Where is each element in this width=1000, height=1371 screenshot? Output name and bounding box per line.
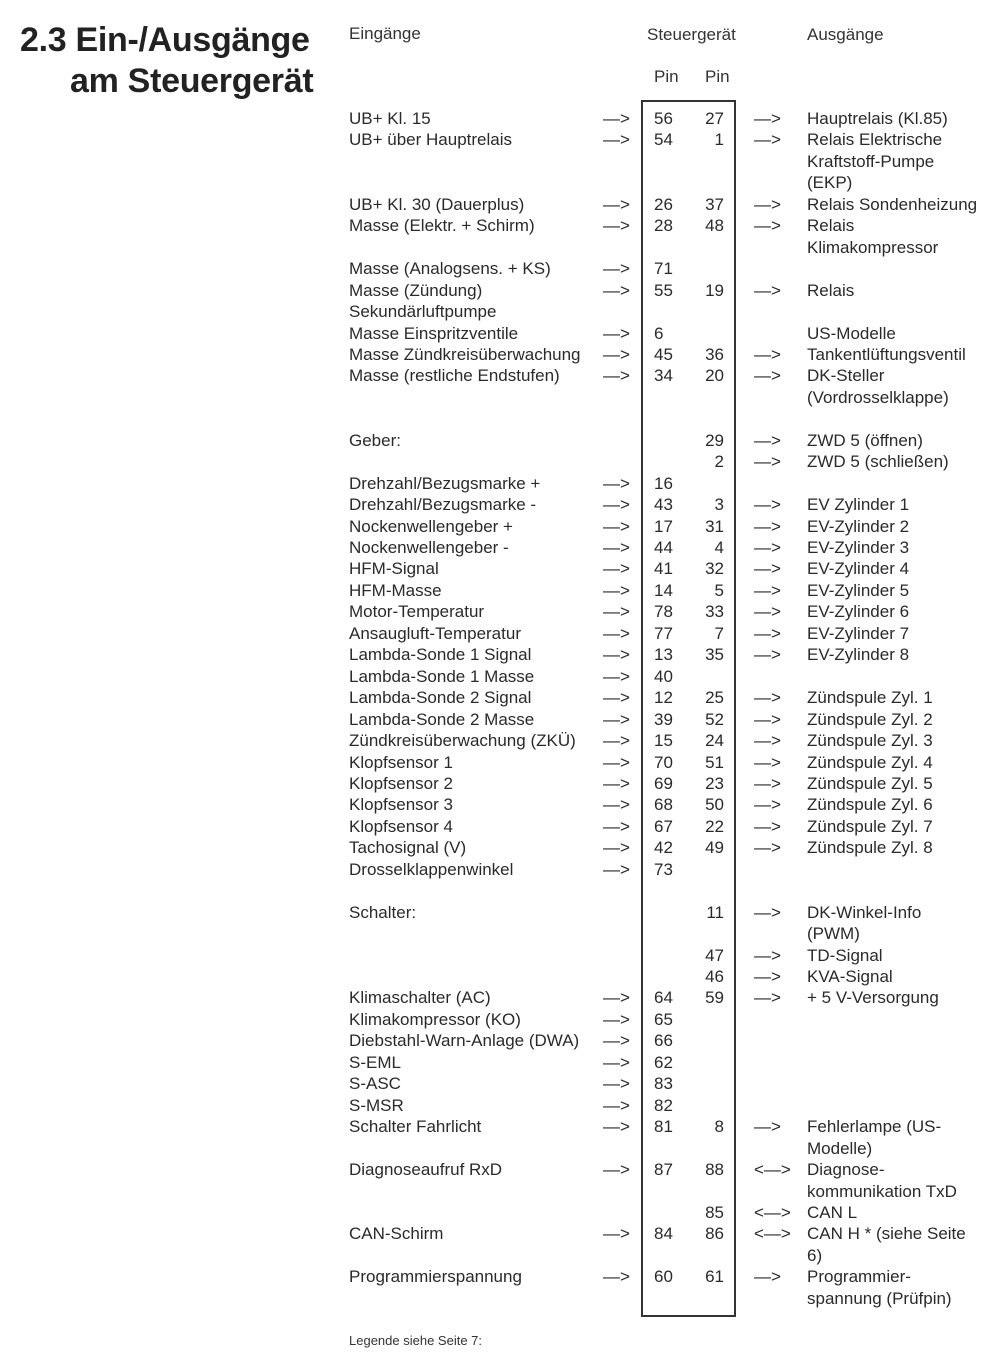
input-arrow: —> — [603, 602, 630, 622]
input-arrow: —> — [603, 538, 630, 557]
header-pin-out: Pin — [705, 67, 730, 86]
pin-in: 78 — [654, 602, 673, 622]
table-row — [0, 516, 1000, 538]
pin-in: 84 — [654, 1224, 673, 1244]
input-arrow: —> — [603, 1095, 630, 1115]
table-row — [0, 1095, 1000, 1117]
table-row — [0, 108, 1000, 130]
input-arrow: —> — [603, 1052, 630, 1072]
pin-out: 85 — [705, 1202, 724, 1222]
output-arrow: <—> — [754, 1202, 791, 1222]
table-row — [0, 837, 1000, 859]
output-label: spannung (Prüfpin) — [807, 1288, 952, 1308]
table-row — [0, 752, 1000, 774]
pin-out: 61 — [705, 1267, 724, 1287]
pin-in: 82 — [654, 1095, 673, 1115]
input-label: Lambda-Sonde 2 Masse — [349, 709, 535, 729]
input-arrow: —> — [603, 816, 630, 836]
pin-in: 71 — [654, 259, 673, 279]
output-label: ZWD 5 (öffnen) — [807, 430, 923, 450]
output-arrow: —> — [754, 902, 781, 922]
output-label: Zündspule Zyl. 3 — [807, 731, 933, 751]
pin-in: 60 — [654, 1267, 673, 1287]
input-label: S-MSR — [349, 1095, 404, 1115]
input-label: HFM-Signal — [349, 559, 439, 579]
input-arrow: —> — [603, 280, 630, 300]
pin-in: 14 — [654, 580, 673, 600]
input-label: Masse (Analogsens. + KS) — [349, 259, 551, 279]
input-arrow: —> — [603, 1160, 630, 1180]
section-title-line1: 2.3 Ein-/Ausgänge — [20, 21, 310, 59]
pin-out: 49 — [705, 838, 724, 858]
pin-out: 22 — [705, 816, 724, 836]
pin-out: 3 — [714, 495, 724, 515]
input-label: S-ASC — [349, 1074, 401, 1094]
input-arrow: —> — [603, 1267, 630, 1287]
pin-in: 83 — [654, 1074, 673, 1094]
pin-in: 26 — [654, 194, 673, 214]
pin-in: 40 — [654, 666, 673, 686]
table-row — [0, 1052, 1000, 1074]
input-label: Masse (Zündung) — [349, 280, 483, 300]
output-label: EV-Zylinder 2 — [807, 516, 910, 536]
pin-out: 5 — [714, 580, 724, 600]
output-label: DK-Winkel-Info — [807, 902, 922, 922]
table-row — [0, 387, 1000, 409]
output-label: Relais — [807, 216, 855, 236]
table-row — [0, 558, 1000, 580]
table-row — [0, 644, 1000, 666]
pin-out: 37 — [705, 194, 724, 214]
table-row — [0, 601, 1000, 623]
input-label: Masse Einspritzventile — [349, 323, 519, 343]
table-row — [0, 709, 1000, 731]
output-label: Zündspule Zyl. 2 — [807, 709, 933, 729]
output-label: EV-Zylinder 7 — [807, 623, 910, 643]
pin-out: 48 — [705, 216, 724, 236]
table-row — [0, 323, 1000, 345]
input-arrow: —> — [603, 838, 630, 858]
section-title-line2: am Steuergerät — [70, 62, 314, 100]
input-label: Programmierspannung — [349, 1267, 522, 1287]
table-row — [0, 237, 1000, 259]
output-label: (EKP) — [807, 173, 853, 193]
table-row — [0, 987, 1000, 1009]
input-arrow: —> — [603, 109, 630, 128]
output-arrow: —> — [754, 430, 781, 450]
input-arrow: —> — [603, 645, 630, 665]
output-label: CAN L — [807, 1202, 858, 1222]
input-arrow: —> — [603, 259, 630, 279]
table-row — [0, 301, 1000, 323]
input-arrow: —> — [603, 1074, 630, 1094]
table-row — [0, 859, 1000, 881]
output-label: EV-Zylinder 8 — [807, 645, 910, 665]
output-label: Relais — [807, 280, 855, 300]
output-label: Tankentlüftungsventil — [807, 344, 966, 364]
input-label: UB+ Kl. 30 (Dauerplus) — [349, 194, 525, 214]
header-outputs: Ausgänge — [807, 25, 884, 44]
pin-in: 28 — [654, 216, 673, 236]
table-row — [0, 280, 1000, 302]
table-row — [0, 1030, 1000, 1052]
table-row — [0, 945, 1000, 967]
pin-in: 81 — [654, 1117, 673, 1137]
output-label: Zündspule Zyl. 8 — [807, 838, 933, 858]
input-arrow: —> — [603, 366, 630, 386]
input-label: Sekundärluftpumpe — [349, 302, 497, 322]
pin-in: 43 — [654, 495, 673, 515]
table-row — [0, 451, 1000, 473]
output-arrow: —> — [754, 623, 781, 643]
output-label: EV Zylinder 1 — [807, 495, 910, 515]
output-label: Klimakompressor — [807, 237, 939, 257]
output-label: KVA-Signal — [807, 967, 893, 986]
table-row — [0, 1138, 1000, 1160]
table-row — [0, 687, 1000, 709]
pin-out: 88 — [705, 1160, 724, 1180]
output-label: EV-Zylinder 5 — [807, 580, 910, 600]
table-row — [0, 923, 1000, 945]
input-label: Masse (restliche Endstufen) — [349, 366, 560, 386]
output-arrow: —> — [754, 538, 781, 557]
input-label: Diebstahl-Warn-Anlage (DWA) — [349, 1031, 580, 1051]
input-label: Lambda-Sonde 1 Signal — [349, 645, 532, 665]
pin-out: 25 — [705, 688, 724, 708]
table-row — [0, 902, 1000, 924]
output-arrow: —> — [754, 130, 781, 150]
input-arrow: —> — [603, 666, 630, 686]
pin-in: 77 — [654, 623, 673, 643]
output-label: Zündspule Zyl. 5 — [807, 773, 933, 793]
input-label: Klopfsensor 2 — [349, 773, 453, 793]
pin-in: 56 — [654, 109, 673, 128]
output-label: EV-Zylinder 3 — [807, 538, 910, 557]
table-row — [0, 365, 1000, 387]
input-arrow: —> — [603, 580, 630, 600]
pin-in: 41 — [654, 559, 673, 579]
output-label: US-Modelle — [807, 323, 896, 343]
input-label: Schalter: — [349, 902, 417, 922]
input-arrow: —> — [603, 216, 630, 236]
output-arrow: <—> — [754, 1224, 791, 1244]
pin-out: 31 — [705, 516, 724, 536]
table-row — [0, 1073, 1000, 1095]
output-arrow: —> — [754, 109, 781, 128]
pin-out: 2 — [714, 452, 724, 472]
output-arrow: —> — [754, 645, 781, 665]
table-row — [0, 816, 1000, 838]
output-label: EV-Zylinder 4 — [807, 559, 910, 579]
input-arrow: —> — [603, 1009, 630, 1029]
output-label: Modelle) — [807, 1138, 873, 1158]
table-row — [0, 580, 1000, 602]
input-arrow: —> — [603, 559, 630, 579]
table-row — [0, 473, 1000, 495]
output-label: Hauptrelais (Kl.85) — [807, 109, 948, 128]
output-arrow: —> — [754, 988, 781, 1008]
pin-in: 16 — [654, 473, 673, 493]
pin-in: 39 — [654, 709, 673, 729]
output-arrow: —> — [754, 344, 781, 364]
output-arrow: —> — [754, 838, 781, 858]
output-arrow: —> — [754, 216, 781, 236]
table-row — [0, 1181, 1000, 1203]
pin-out: 27 — [705, 109, 724, 128]
pin-in: 67 — [654, 816, 673, 836]
input-label: Ansaugluft-Temperatur — [349, 623, 521, 643]
input-label: CAN-Schirm — [349, 1224, 444, 1244]
output-label: Diagnose- — [807, 1160, 885, 1180]
input-arrow: —> — [603, 623, 630, 643]
output-arrow: —> — [754, 559, 781, 579]
input-arrow: —> — [603, 988, 630, 1008]
input-label: S-EML — [349, 1052, 401, 1072]
pin-in: 66 — [654, 1031, 673, 1051]
pin-in: 87 — [654, 1160, 673, 1180]
output-label: (Vordrosselklappe) — [807, 387, 949, 407]
input-label: HFM-Masse — [349, 580, 442, 600]
pin-in: 70 — [654, 752, 673, 772]
output-arrow: —> — [754, 602, 781, 622]
pin-in: 65 — [654, 1009, 673, 1029]
output-arrow: —> — [754, 1117, 781, 1137]
pin-out: 46 — [705, 967, 724, 986]
pin-in: 55 — [654, 280, 673, 300]
pin-out: 23 — [705, 773, 724, 793]
table-row — [0, 730, 1000, 752]
output-label: 6) — [807, 1245, 823, 1265]
table-row — [0, 172, 1000, 194]
pin-out: 7 — [714, 623, 724, 643]
input-label: Klopfsensor 4 — [349, 816, 453, 836]
input-label: Schalter Fahrlicht — [349, 1117, 482, 1137]
input-arrow: —> — [603, 731, 630, 751]
pin-out: 19 — [705, 280, 724, 300]
output-label: Zündspule Zyl. 4 — [807, 752, 933, 772]
table-row — [0, 537, 1000, 559]
output-arrow: —> — [754, 452, 781, 472]
input-label: Tachosignal (V) — [349, 838, 467, 858]
input-arrow: —> — [603, 859, 630, 879]
output-label: (PWM) — [807, 924, 860, 944]
output-arrow: —> — [754, 495, 781, 515]
input-arrow: —> — [603, 688, 630, 708]
pin-out: 50 — [705, 795, 724, 815]
output-label: Zündspule Zyl. 1 — [807, 688, 933, 708]
output-label: ZWD 5 (schließen) — [807, 452, 949, 472]
pin-in: 68 — [654, 795, 673, 815]
table-row — [0, 966, 1000, 988]
header-ecu: Steuergerät — [647, 25, 736, 44]
input-arrow: —> — [603, 344, 630, 364]
output-arrow: —> — [754, 280, 781, 300]
output-arrow: —> — [754, 795, 781, 815]
pin-out: 24 — [705, 731, 724, 751]
pin-in: 6 — [654, 323, 664, 343]
output-arrow: —> — [754, 945, 781, 965]
output-label: Zündspule Zyl. 6 — [807, 795, 933, 815]
input-arrow: —> — [603, 1117, 630, 1137]
input-label: Klimakompressor (KO) — [349, 1009, 521, 1029]
input-label: Masse (Elektr. + Schirm) — [349, 216, 535, 236]
output-label: Programmier- — [807, 1267, 911, 1287]
pin-in: 64 — [654, 988, 673, 1008]
pin-out: 11 — [706, 902, 724, 922]
output-arrow: —> — [754, 1267, 781, 1287]
table-row — [0, 258, 1000, 280]
pin-out: 32 — [705, 559, 724, 579]
output-arrow: —> — [754, 580, 781, 600]
input-arrow: —> — [603, 323, 630, 343]
output-label: Kraftstoff-Pumpe — [807, 151, 935, 171]
output-arrow: —> — [754, 688, 781, 708]
pin-in: 12 — [654, 688, 673, 708]
input-label: Zündkreisüberwachung (ZKÜ) — [349, 731, 576, 751]
output-arrow: —> — [754, 967, 781, 986]
pin-out: 51 — [705, 752, 724, 772]
table-row — [0, 623, 1000, 645]
output-label: TD-Signal — [807, 945, 883, 965]
input-label: Klimaschalter (AC) — [349, 988, 491, 1008]
input-label: Klopfsensor 1 — [349, 752, 453, 772]
input-arrow: —> — [603, 1224, 630, 1244]
output-label: Zündspule Zyl. 7 — [807, 816, 933, 836]
pin-in: 15 — [654, 731, 673, 751]
pin-out: 20 — [705, 366, 724, 386]
pin-in: 69 — [654, 773, 673, 793]
table-row — [0, 1288, 1000, 1310]
output-arrow: —> — [754, 516, 781, 536]
output-label: EV-Zylinder 6 — [807, 602, 910, 622]
table-row — [0, 1009, 1000, 1031]
pin-out: 59 — [705, 988, 724, 1008]
table-row — [0, 666, 1000, 688]
pin-out: 86 — [705, 1224, 724, 1244]
pin-in: 73 — [654, 859, 673, 879]
table-row — [0, 794, 1000, 816]
pin-out: 35 — [705, 645, 724, 665]
pin-in: 44 — [654, 538, 673, 557]
table-row — [0, 430, 1000, 452]
table-row — [0, 194, 1000, 216]
input-arrow: —> — [603, 495, 630, 515]
table-row — [0, 1159, 1000, 1181]
output-arrow: —> — [754, 731, 781, 751]
output-arrow: —> — [754, 366, 781, 386]
input-label: UB+ über Hauptrelais — [349, 130, 513, 150]
output-label: Fehlerlampe (US- — [807, 1117, 942, 1137]
table-row — [0, 1266, 1000, 1288]
output-arrow: —> — [754, 816, 781, 836]
output-label: CAN H * (siehe Seite — [807, 1224, 966, 1244]
input-label: Motor-Temperatur — [349, 602, 485, 622]
input-label: Geber: — [349, 430, 401, 450]
input-arrow: —> — [603, 473, 630, 493]
pin-in: 42 — [654, 838, 673, 858]
input-label: Drosselklappenwinkel — [349, 859, 514, 879]
input-arrow: —> — [603, 130, 630, 150]
output-arrow: —> — [754, 752, 781, 772]
output-label: + 5 V-Versorgung — [807, 988, 939, 1008]
table-row — [0, 494, 1000, 516]
output-label: Relais Sondenheizung — [807, 194, 978, 214]
pin-out: 33 — [705, 602, 724, 622]
table-row — [0, 1223, 1000, 1245]
input-arrow: —> — [603, 709, 630, 729]
pin-in: 13 — [654, 645, 673, 665]
legend-note: Legende siehe Seite 7: — [349, 1333, 482, 1348]
pin-in: 17 — [654, 516, 673, 536]
input-arrow: —> — [603, 1031, 630, 1051]
input-arrow: —> — [603, 516, 630, 536]
input-label: Masse Zündkreisüberwachung — [349, 344, 581, 364]
table-row — [0, 344, 1000, 366]
input-arrow: —> — [603, 752, 630, 772]
input-label: Drehzahl/Bezugsmarke + — [349, 473, 541, 493]
pin-in: 45 — [654, 344, 673, 364]
input-label: Diagnoseaufruf RxD — [349, 1160, 503, 1180]
output-label: DK-Steller — [807, 366, 885, 386]
input-label: Nockenwellengeber - — [349, 538, 509, 557]
table-row — [0, 1245, 1000, 1267]
table-row — [0, 1116, 1000, 1138]
input-arrow: —> — [603, 773, 630, 793]
pin-out: 52 — [705, 709, 724, 729]
table-row — [0, 1202, 1000, 1224]
pin-in: 34 — [654, 366, 673, 386]
pin-out: 8 — [714, 1117, 724, 1137]
table-row — [0, 129, 1000, 151]
header-pin-in: Pin — [654, 67, 679, 86]
input-label: Nockenwellengeber + — [349, 516, 513, 536]
pin-in: 62 — [654, 1052, 673, 1072]
input-label: UB+ Kl. 15 — [349, 109, 431, 128]
output-arrow: —> — [754, 194, 781, 214]
output-arrow: —> — [754, 709, 781, 729]
output-label: Relais Elektrische — [807, 130, 943, 150]
output-arrow: <—> — [754, 1160, 791, 1180]
pin-out: 1 — [714, 130, 724, 150]
pin-out: 4 — [714, 538, 724, 557]
pin-out: 29 — [705, 430, 724, 450]
input-arrow: —> — [603, 795, 630, 815]
input-label: Lambda-Sonde 1 Masse — [349, 666, 535, 686]
header-inputs: Eingänge — [349, 24, 421, 43]
input-label: Lambda-Sonde 2 Signal — [349, 688, 532, 708]
pin-out: 47 — [705, 945, 724, 965]
input-label: Drehzahl/Bezugsmarke - — [349, 495, 537, 515]
input-arrow: —> — [603, 194, 630, 214]
table-row — [0, 773, 1000, 795]
pin-in: 54 — [654, 130, 673, 150]
input-label: Klopfsensor 3 — [349, 795, 453, 815]
table-row — [0, 151, 1000, 173]
table-row — [0, 215, 1000, 237]
pin-out: 36 — [705, 344, 724, 364]
output-label: kommunikation TxD — [807, 1181, 957, 1201]
output-arrow: —> — [754, 773, 781, 793]
